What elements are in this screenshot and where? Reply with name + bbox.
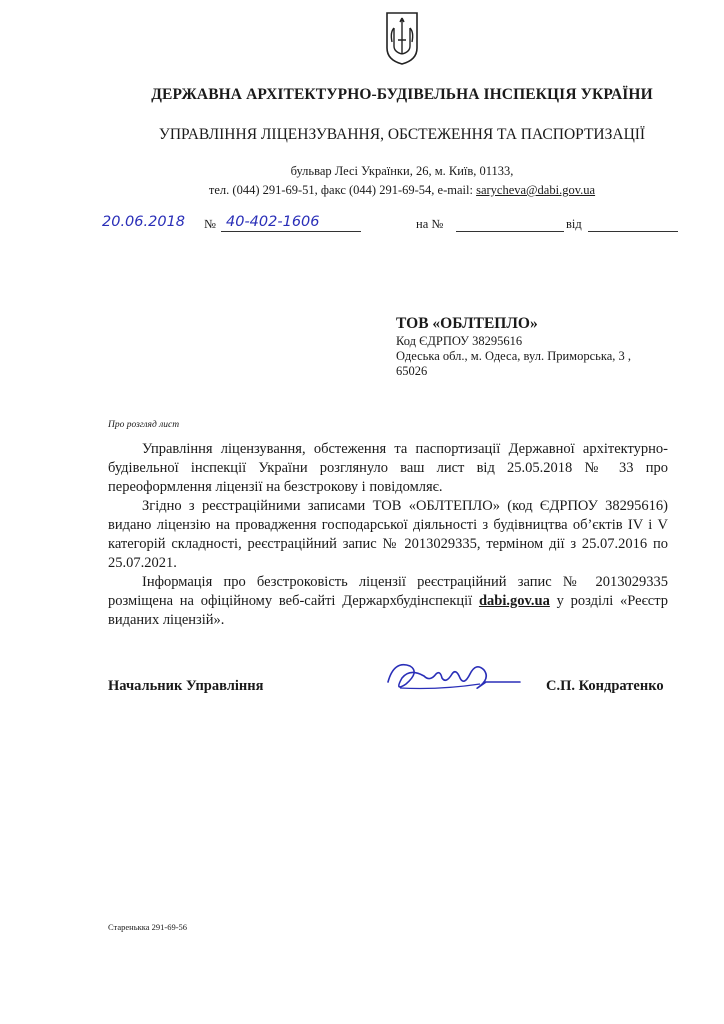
reference-underline (221, 231, 361, 232)
letter-subject: Про розгляд лист (108, 420, 180, 430)
paragraph-text: у розділі «Реєстр виданих ліцензій». (108, 593, 668, 628)
number-label: № (204, 217, 216, 231)
recipient-name: ТОВ «ОБЛТЕПЛО» (396, 315, 538, 332)
recipient-address: Одеська обл., м. Одеса, вул. Приморська, 3 , (396, 349, 632, 363)
organization-contacts (0, 183, 724, 198)
paragraph-text: Інформація про безстроковість ліцензії реєстраційний запис № 2013029335 розміщена на офіційному веб-сайті Держархбудінспекції (108, 574, 668, 609)
body-paragraph: Згідно з реєстраційними записами ТОВ «ОБЛТЕПЛО» (код ЄДРПОУ 38295616) видано ліцензію на провадження господарської діяльності з будівництва об’єктів IV і V категорій складності, реєстраційний запис № 2013029335, терміном дії з 25.07.2016 по 25.07.2021. (108, 498, 668, 571)
signer-title: Начальник Управління (108, 678, 264, 694)
website-link[interactable]: dabi.gov.ua (478, 593, 550, 609)
trident-emblem-icon (384, 10, 420, 66)
incoming-date-label: від (566, 217, 582, 231)
body-paragraph (108, 573, 668, 630)
incoming-number-label: на № (416, 217, 444, 231)
recipient-block (396, 314, 696, 379)
incoming-date-blank (588, 231, 678, 232)
handwritten-signature-icon (380, 652, 530, 702)
signer-name: С.П. Кондратенко (546, 678, 664, 694)
incoming-number-blank (456, 231, 564, 232)
recipient-postcode: 65026 (396, 364, 428, 378)
email-link[interactable]: sarycheva@dabi.gov.ua (476, 183, 596, 197)
organization-title: ДЕРЖАВНА АРХІТЕКТУРНО-БУДІВЕЛЬНА ІНСПЕКЦІЯ УКРАЇНИ (151, 86, 653, 103)
organization-address: бульвар Лесі Українки, 26, м. Київ, 01133, (290, 164, 514, 178)
recipient-code: Код ЄДРПОУ 38295616 (396, 334, 523, 348)
reference-row (96, 214, 686, 238)
executor-note: Старенькка 291-69-56 (108, 922, 188, 932)
body-paragraph: Управління ліцензування, обстеження та паспортизації Державної архітектурно-будівельної інспекції України розглянуло ваш лист від 25.05.2018 № 33 про переоформлення ліцензії на безстрокову і повідомляє. (108, 441, 668, 495)
handwritten-date: 20.06.2018 (102, 214, 186, 230)
department-title: УПРАВЛІННЯ ЛІЦЕНЗУВАННЯ, ОБСТЕЖЕННЯ ТА ПАСПОРТИЗАЦІЇ (158, 126, 646, 143)
phone-fax: тел. (044) 291-69-51, факс (044) 291-69-54, e-mail: (208, 183, 477, 197)
handwritten-number: 40-402-1606 (226, 214, 320, 230)
letter-body (108, 440, 668, 630)
